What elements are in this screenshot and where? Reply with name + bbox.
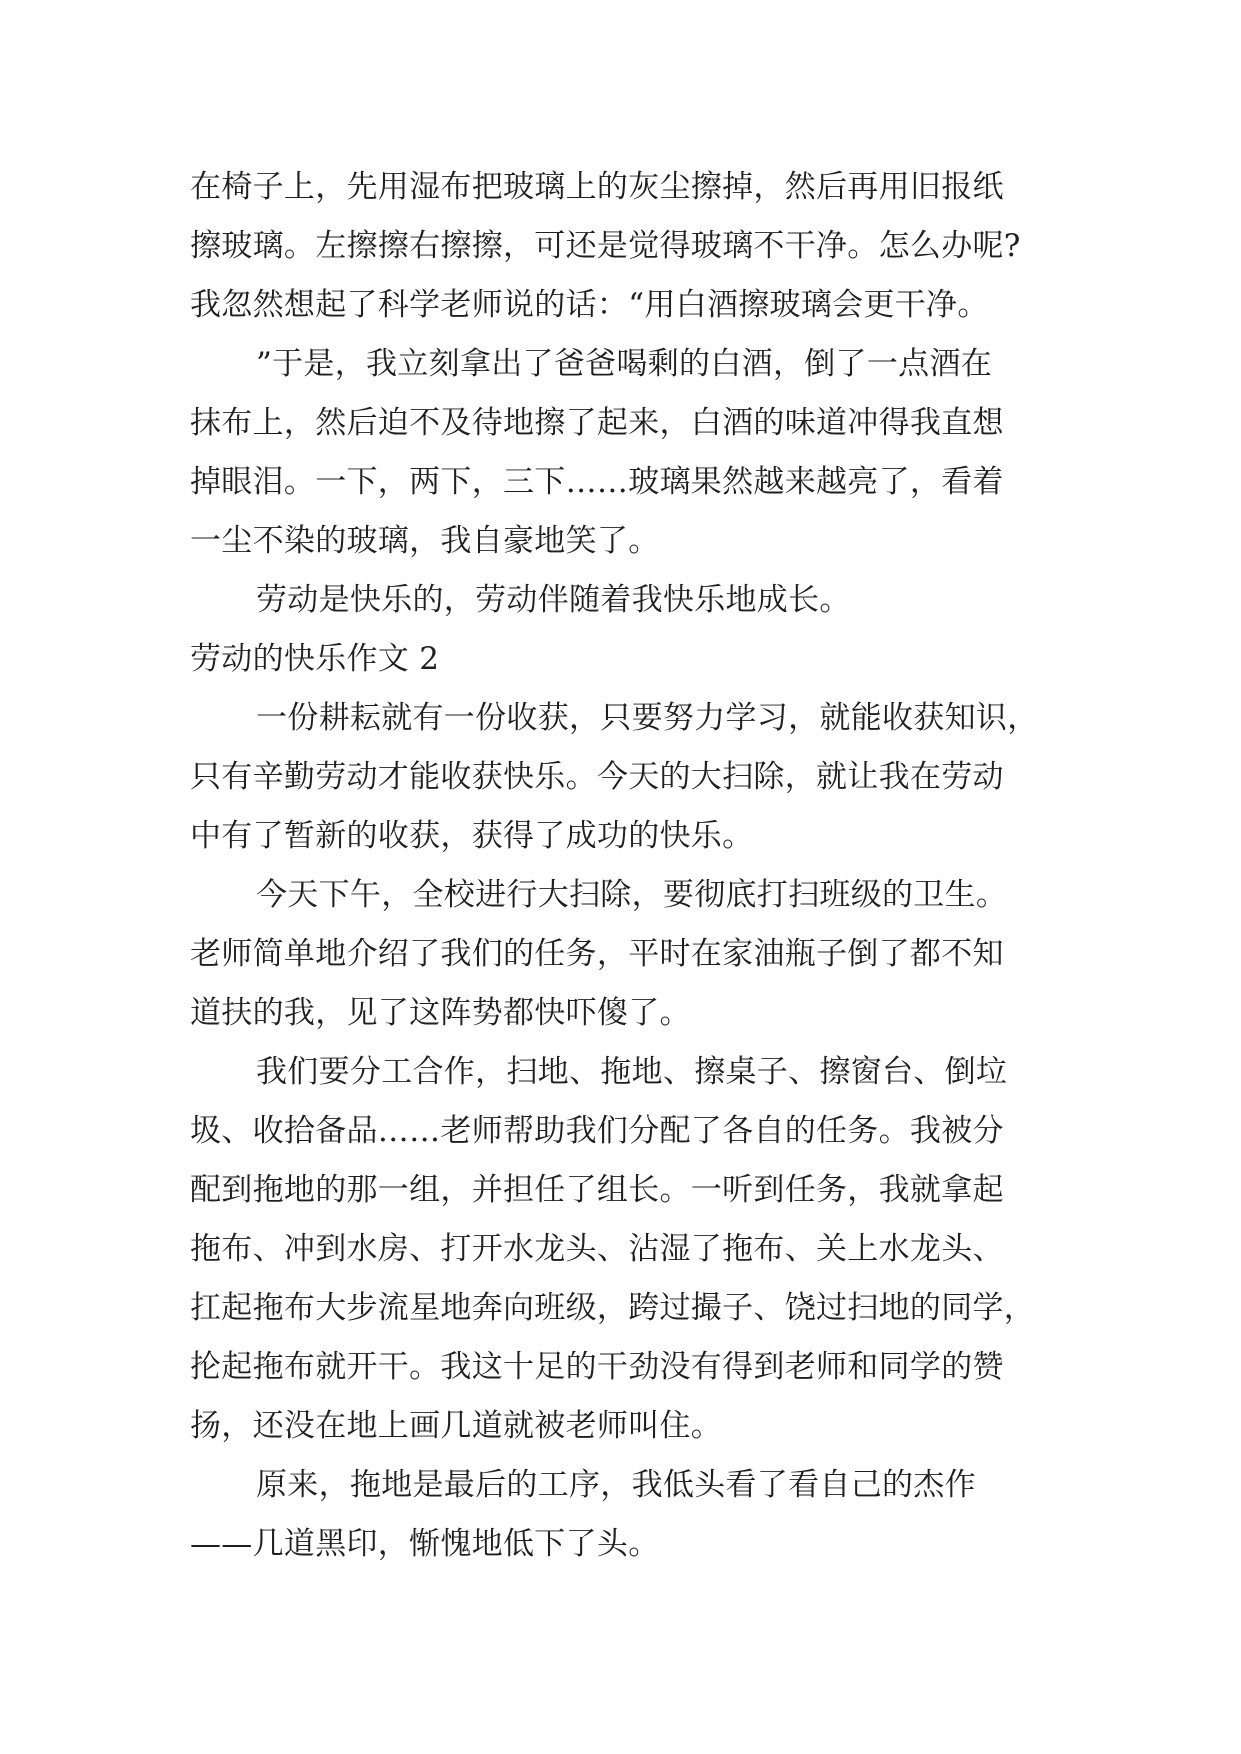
text-line: 一尘不染的玻璃，我自豪地笑了。 bbox=[190, 523, 660, 559]
text-line: 圾、收拾备品……老师帮助我们分配了各自的任务。我被分 bbox=[190, 1113, 1004, 1149]
text-line: 扛起拖布大步流星地奔向班级，跨过撮子、饶过扫地的同学， bbox=[190, 1290, 1036, 1326]
text-line: 掉眼泪。一下，两下，三下……玻璃果然越来越亮了，看着 bbox=[190, 464, 1004, 500]
section-heading: 劳动的快乐作文 2 bbox=[190, 641, 440, 677]
text-line: 抡起拖布就开干。我这十足的干劲没有得到老师和同学的赞 bbox=[190, 1349, 1004, 1385]
text-line: 擦玻璃。左擦擦右擦擦，可还是觉得玻璃不干净。怎么办呢? bbox=[190, 228, 1021, 264]
text-line: 只有辛勤劳动才能收获快乐。今天的大扫除，就让我在劳动 bbox=[190, 759, 1004, 795]
text-line: 我们要分工合作，扫地、拖地、擦桌子、擦窗台、倒垃 bbox=[256, 1054, 1008, 1090]
text-line: ”于是，我立刻拿出了爸爸喝剩的白酒，倒了一点酒在 bbox=[256, 346, 993, 382]
text-line: 今天下午，全校进行大扫除，要彻底打扫班级的卫生。 bbox=[256, 877, 1008, 913]
text-line: ——几道黑印，惭愧地低下了头。 bbox=[190, 1526, 660, 1562]
text-line: 配到拖地的那一组，并担任了组长。一听到任务，我就拿起 bbox=[190, 1172, 1004, 1208]
text-line: 一份耕耘就有一份收获，只要努力学习，就能收获知识， bbox=[256, 700, 1039, 736]
text-line: 抹布上，然后迫不及待地擦了起来，白酒的味道冲得我直想 bbox=[190, 405, 1004, 441]
text-line: 老师简单地介绍了我们的任务，平时在家油瓶子倒了都不知 bbox=[190, 936, 1004, 972]
text-line: 在椅子上，先用湿布把玻璃上的灰尘擦掉，然后再用旧报纸 bbox=[190, 169, 1004, 205]
text-line: 拖布、冲到水房、打开水龙头、沾湿了拖布、关上水龙头、 bbox=[190, 1231, 1004, 1267]
text-line: 原来，拖地是最后的工序，我低头看了看自己的杰作 bbox=[256, 1467, 976, 1503]
text-line: 扬，还没在地上画几道就被老师叫住。 bbox=[190, 1408, 723, 1444]
document-body bbox=[190, 158, 1060, 1574]
text-line: 我忽然想起了科学老师说的话：“用白酒擦玻璃会更干净。 bbox=[190, 287, 989, 323]
text-line: 中有了暂新的收获，获得了成功的快乐。 bbox=[190, 818, 754, 854]
text-line: 道扶的我，见了这阵势都快吓傻了。 bbox=[190, 995, 691, 1031]
text-line: 劳动是快乐的，劳动伴随着我快乐地成长。 bbox=[256, 582, 851, 618]
